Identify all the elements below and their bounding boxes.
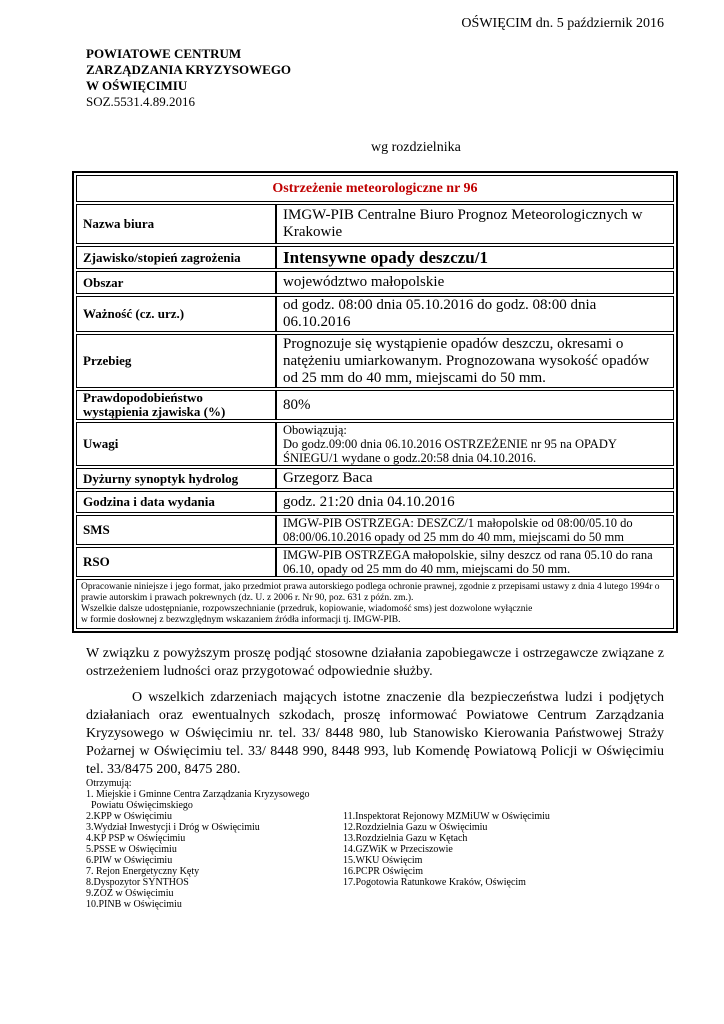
copyright-line-3: w formie dosłownej z bezwzględnym wskazaniem źródła informacji tj. IMGW-PIB.	[81, 615, 401, 625]
label-course: Przebieg	[76, 334, 276, 388]
warning-title: Ostrzeżenie meteorologiczne nr 96	[76, 175, 674, 202]
label-remarks: Uwagi	[76, 422, 276, 466]
value-course: Prognozuje się wystąpienie opadów deszczu, okresami o natężeniu umiarkowanym. Prognozowana wysokość opadów od 25 mm do 40 mm, miejscami do 50 mm.	[276, 334, 674, 388]
value-area: województwo małopolskie	[276, 271, 674, 294]
value-sms: IMGW-PIB OSTRZEGA: DESZCZ/1 małopolskie od 08:00/05.10 do 08:00/06.10.2016 opady od 25 mm do 40 mm, miejscami do 50 mm	[276, 515, 674, 545]
recipient-item: 8.Dyspozytor SYNTHOS	[86, 877, 189, 888]
recipient-item: 12.Rozdzielnia Gazu w Oświęcimiu	[343, 822, 488, 833]
remarks-line-2: Do godz.09:00 dnia 06.10.2016 OSTRZEŻENIE nr 95 na OPADY ŚNIEGU/1 wydane o godz.20:58 dnia 04.10.2016.	[283, 437, 617, 465]
row-validity	[76, 296, 674, 332]
sender-line-3: W OŚWIĘCIMIU	[86, 78, 188, 93]
value-rso: IMGW-PIB OSTRZEGA małopolskie, silny deszcz od rana 05.10 do rana 06.10, opady od 25 mm do 40 mm, miejscami do 50 mm.	[276, 547, 674, 577]
label-probability: Prawdopodobieństwo wystąpienia zjawiska (%)	[76, 390, 276, 420]
sender-block	[86, 46, 291, 110]
label-forecaster: Dyżurny synoptyk hydrolog	[76, 468, 276, 489]
label-phenomenon: Zjawisko/stopień zagrożenia	[76, 246, 276, 269]
row-course	[76, 334, 674, 388]
recipient-item: 16.PCPR Oświęcim	[343, 866, 424, 877]
recipient-item: 10.PINB w Oświęcimiu	[86, 899, 182, 910]
recipient-item: 11.Inspektorat Rejonowy MZMiUW w Oświęcimiu	[343, 811, 550, 822]
row-sms	[76, 515, 674, 545]
warning-table	[76, 202, 674, 579]
recipient-item: 1. Miejskie i Gminne Centra Zarządzania Kryzysowego	[86, 789, 310, 800]
warning-box	[72, 171, 678, 633]
label-area: Obszar	[76, 271, 276, 294]
value-probability: 80%	[276, 390, 674, 420]
label-rso: RSO	[76, 547, 276, 577]
recipients-right-column	[343, 811, 550, 888]
value-office: IMGW-PIB Centralne Biuro Prognoz Meteorologicznych w Krakowie	[276, 204, 674, 244]
label-office: Nazwa biura	[76, 204, 276, 244]
label-validity: Ważność (cz. urz.)	[76, 296, 276, 332]
recipient-item: 9.ZOZ w Oświęcimiu	[86, 888, 174, 899]
recipient-item: 14.GZWiK w Przeciszowie	[343, 844, 453, 855]
recipients-left-column	[86, 789, 310, 910]
copyright-line-1: Opracowanie niniejsze i jego format, jako przedmiot prawa autorskiego podlega ochronie prawnej, zgodnie z przepisami ustawy z dnia 4 lutego 1994r o prawie autorskim i prawach pokrewnych (dz. U. z 2006 r. Nr 90, poz. 631 z późn. zm.).	[81, 582, 660, 603]
copyright-line-2: Wszelkie dalsze udostępnianie, rozpowszechnianie (przedruk, kopiowanie, wiadomość sms) jest dozwolone wyłącznie	[81, 604, 533, 614]
recipient-item: 7. Rejon Energetyczny Kęty	[86, 866, 200, 877]
value-issued: godz. 21:20 dnia 04.10.2016	[276, 491, 674, 513]
copyright-notice	[76, 579, 674, 629]
value-validity: od godz. 08:00 dnia 05.10.2016 do godz. 08:00 dnia 06.10.2016	[276, 296, 674, 332]
value-forecaster: Grzegorz Baca	[276, 468, 674, 489]
recipient-item-sub: Powiatu Oświęcimskiego	[91, 800, 193, 811]
row-rso	[76, 547, 674, 577]
body-paragraph-1: W związku z powyższym proszę podjąć stosowne działania zapobiegawcze i ostrzegawcze związane z ostrzeżeniem ludności oraz przygotować odpowiednie służby.	[86, 646, 664, 679]
row-forecaster	[76, 468, 674, 489]
recipient-item: 13.Rozdzielnia Gazu w Kętach	[343, 833, 468, 844]
row-area	[76, 271, 674, 294]
document-date: OŚWIĘCIM dn. 5 październik 2016	[461, 16, 664, 31]
recipient-item: 15.WKU Oświęcim	[343, 855, 423, 866]
row-office	[76, 204, 674, 244]
row-probability	[76, 390, 674, 420]
recipient-item: 6.PIW w Oświęcimiu	[86, 855, 173, 866]
recipient-item: 4.KP PSP w Oświęcimiu	[86, 833, 186, 844]
value-remarks	[276, 422, 674, 466]
value-phenomenon: Intensywne opady deszczu/1	[276, 246, 674, 269]
remarks-line-1: Obowiązują:	[283, 423, 347, 437]
distribution-note: wg rozdzielnika	[371, 140, 461, 155]
sender-line-1: POWIATOWE CENTRUM	[86, 46, 242, 61]
recipient-item: 3.Wydział Inwestycji i Dróg w Oświęcimiu	[86, 822, 260, 833]
body-paragraph-2: O wszelkich zdarzeniach mających istotne znaczenie dla bezpieczeństwa ludzi i podjętych działaniach oraz ewentualnych szkodach, proszę informować Powiatowe Centrum Zarządzania Kryzysowego w Oświęcimiu nr. tel. 33/ 8448 980, lub Stanowisko Kierowania Państwowej Straży Pożarnej w Oświęcimiu tel. 33/ 8448 990, 8448 993, lub Komendę Powiatową Policji w Oświęcimiu tel. 33/8475 200, 8475 280.	[86, 690, 664, 777]
sender-line-2: ZARZĄDZANIA KRYZYSOWEGO	[86, 62, 292, 77]
row-remarks	[76, 422, 674, 466]
recipient-item: 17.Pogotowia Ratunkowe Kraków, Oświęcim	[343, 877, 526, 888]
row-phenomenon	[76, 246, 674, 269]
recipient-item: 2.KPP w Oświęcimiu	[86, 811, 173, 822]
recipients-heading: Otrzymują:	[86, 778, 132, 789]
row-issued	[76, 491, 674, 513]
label-issued: Godzina i data wydania	[76, 491, 276, 513]
label-sms: SMS	[76, 515, 276, 545]
recipient-item: 5.PSSE w Oświęcimiu	[86, 844, 177, 855]
reference-number: SOZ.5531.4.89.2016	[86, 94, 196, 109]
